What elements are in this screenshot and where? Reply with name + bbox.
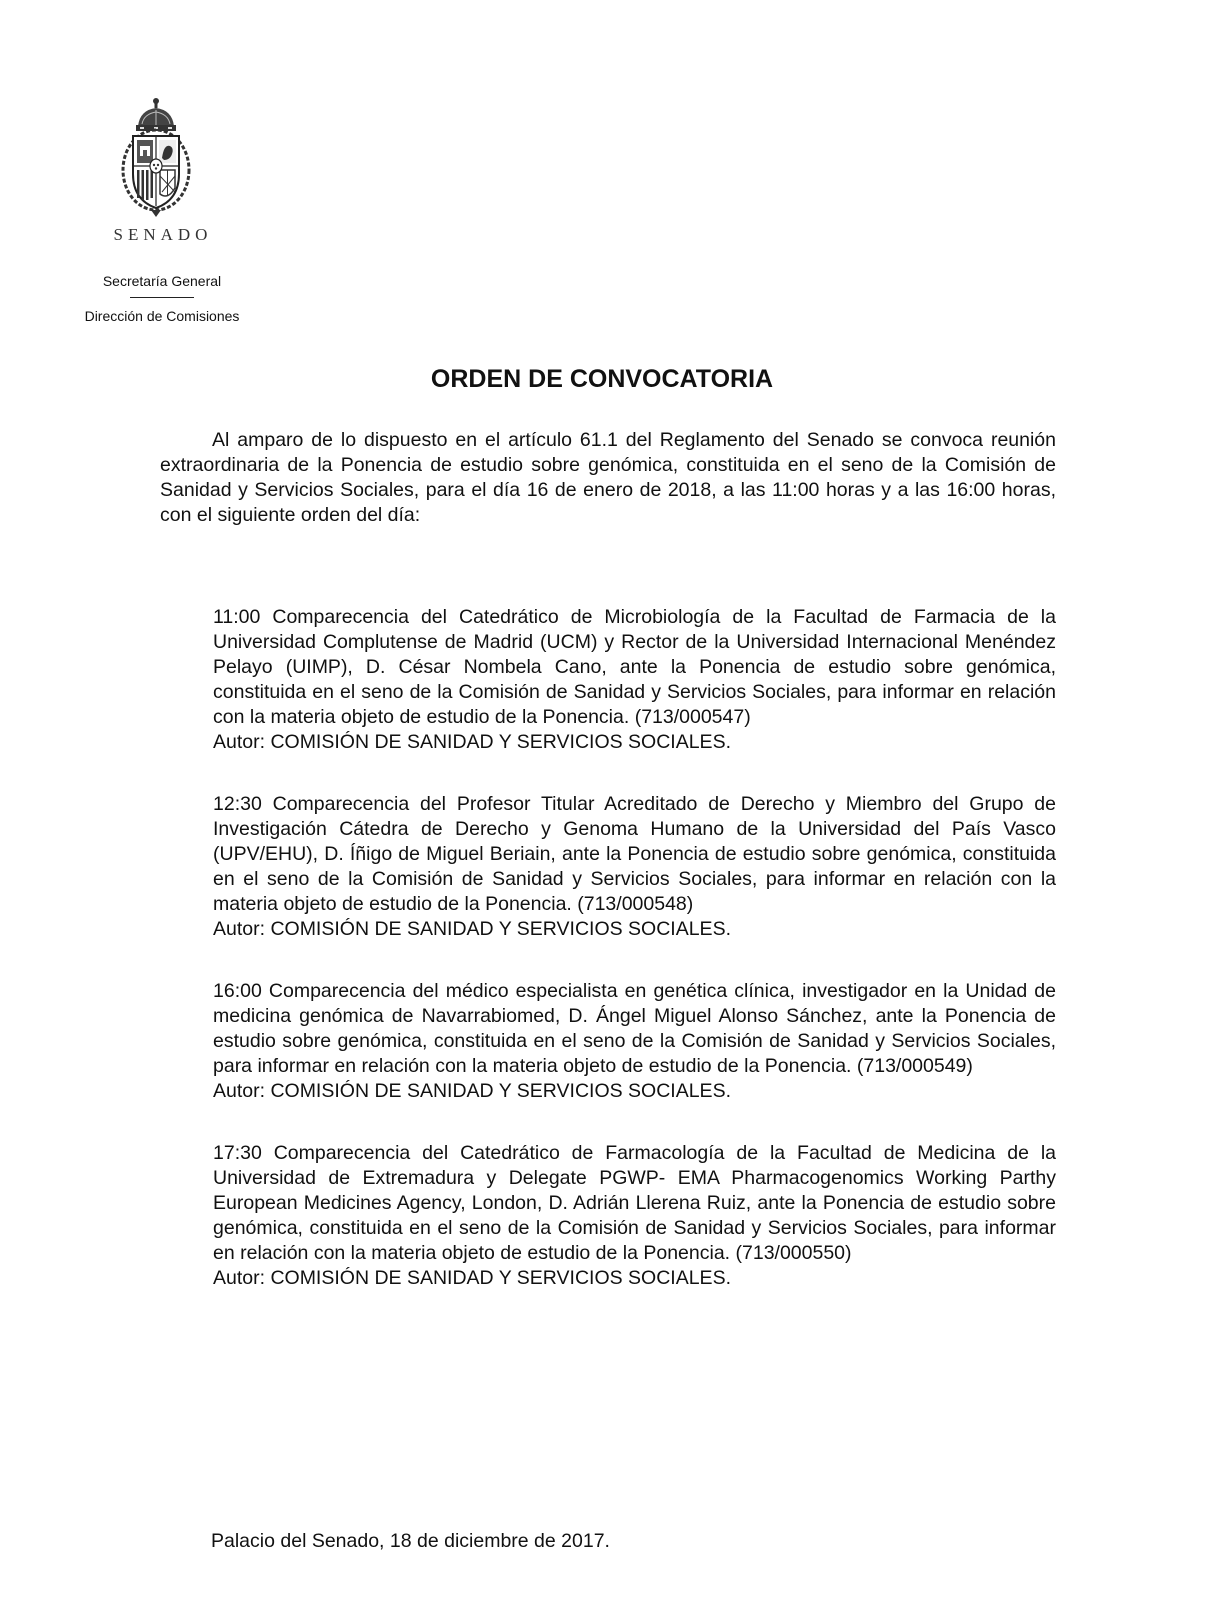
intro-paragraph: Al amparo de lo dispuesto en el artículo 61.1 del Reglamento del Senado se convoca reunión extraordinaria de la Ponencia de estudio sobre genómica, constituida en el seno de la Comisión de Sanidad y Servicios Sociales, para el día 16 de enero de 2018, a las 11:00 horas y a las 16:00 horas, con el siguiente orden del día:	[160, 429, 1056, 526]
agenda-item	[213, 792, 1056, 942]
senado-seal-logo	[118, 96, 194, 218]
agenda-item-text: 17:30 Comparecencia del Catedrático de Farmacología de la Facultad de Medicina de la Universidad de Extremadura y Delegate PGWP- EMA Pharmacogenomics Working Parthy European Medicines Agency, London, D. Adrián Llerena Ruiz, ante la Ponencia de estudio sobre genómica, constituida en el seno de la Comisión de Sanidad y Servicios Sociales, para informar en relación con la materia objeto de estudio de la Ponencia. (713/000550)	[213, 1142, 1056, 1264]
direccion-comisiones-label: Dirección de Comisiones	[84, 308, 240, 324]
senado-logo-text: SENADO	[113, 225, 213, 244]
agenda-item	[213, 605, 1056, 755]
document-title: ORDEN DE CONVOCATORIA	[430, 365, 774, 393]
agenda-item-autor: Autor: COMISIÓN DE SANIDAD Y SERVICIOS SOCIALES.	[213, 731, 731, 753]
agenda-item-text: 16:00 Comparecencia del médico especialista en genética clínica, investigador en la Unidad de medicina genómica de Navarrabiomed, D. Ángel Miguel Alonso Sánchez, ante la Ponencia de estudio sobre genómica, constituida en el seno de la Comisión de Sanidad y Servicios Sociales, para informar en relación con la materia objeto de estudio de la Ponencia. (713/000549)	[213, 980, 1056, 1077]
agenda-list	[213, 605, 1056, 1328]
agenda-item	[213, 1141, 1056, 1291]
agenda-item-autor: Autor: COMISIÓN DE SANIDAD Y SERVICIOS SOCIALES.	[213, 1267, 731, 1289]
header-divider	[130, 297, 194, 298]
agenda-item-text: 12:30 Comparecencia del Profesor Titular Acreditado de Derecho y Miembro del Grupo de Investigación Cátedra de Derecho y Genoma Humano de la Universidad del País Vasco (UPV/EHU), D. Íñigo de Miguel Beriain, ante la Ponencia de estudio sobre genómica, constituida en el seno de la Comisión de Sanidad y Servicios Sociales, para informar en relación con la materia objeto de estudio de la Ponencia. (713/000548)	[213, 793, 1056, 915]
agenda-item	[213, 979, 1056, 1104]
agenda-item-text: 11:00 Comparecencia del Catedrático de Microbiología de la Facultad de Farmacia de la Universidad Complutense de Madrid (UCM) y Rector de la Universidad Internacional Menéndez Pelayo (UIMP), D. César Nombela Cano, ante la Ponencia de estudio sobre genómica, constituida en el seno de la Comisión de Sanidad y Servicios Sociales, para informar en relación con la materia objeto de estudio de la Ponencia. (713/000547)	[213, 606, 1056, 728]
secretaria-general-label: Secretaría General	[102, 273, 222, 289]
footer-place-date: Palacio del Senado, 18 de diciembre de 2017.	[211, 1530, 610, 1552]
agenda-item-autor: Autor: COMISIÓN DE SANIDAD Y SERVICIOS SOCIALES.	[213, 1080, 731, 1102]
agenda-item-autor: Autor: COMISIÓN DE SANIDAD Y SERVICIOS SOCIALES.	[213, 918, 731, 940]
